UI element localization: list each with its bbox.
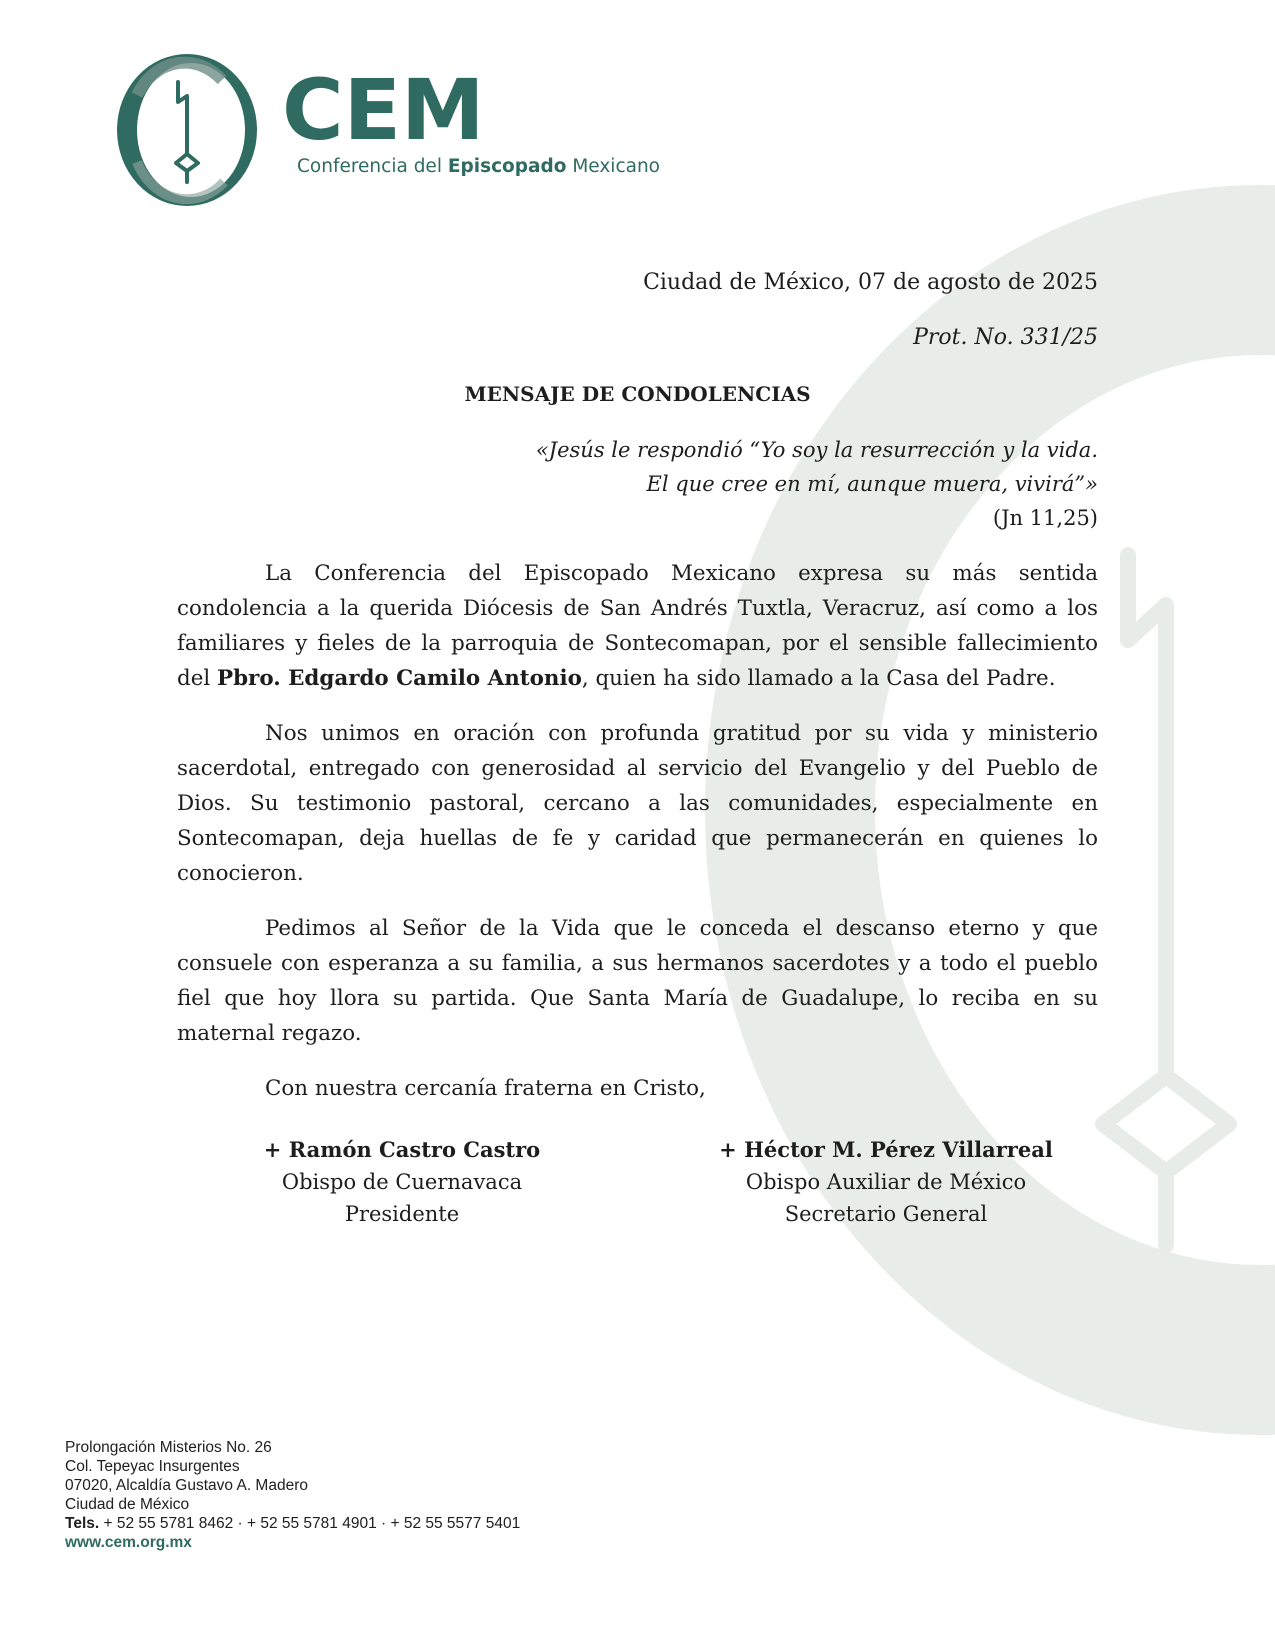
footer-address-line-1: Prolongación Misterios No. 26 (65, 1439, 272, 1456)
scripture-quote (398, 433, 1098, 535)
quote-reference: (Jn 11,25) (992, 506, 1098, 530)
quote-line-2: El que cree en mí, aunque muera, vivirá”» (646, 472, 1098, 496)
date-line: Ciudad de México, 07 de agosto de 2025 (643, 270, 1098, 295)
logo-subtitle-bold: Episcopado (447, 156, 567, 177)
paragraph-2: Nos unimos en oración con profunda gratitud por su vida y ministerio sacerdotal, entregado con generosidad al servicio del Evangelio y del Pueblo de Dios. Su testimonio pastoral, cercano a las comunidades, especialmente en Sontecomapan, deja huellas de fe y caridad que permanecerán en quienes lo conocieron. (177, 721, 1098, 886)
footer-contact (65, 1438, 745, 1552)
logo-subtitle (297, 158, 660, 177)
signature-right-position: Secretario General (784, 1202, 988, 1226)
footer-address-line-4: Ciudad de México (65, 1496, 190, 1513)
logo-subtitle-prefix: Conferencia del (297, 156, 442, 177)
logo-title: CEM (282, 61, 485, 159)
logo-subtitle-suffix: Mexicano (572, 156, 661, 177)
footer-address-line-3: 07020, Alcaldía Gustavo A. Madero (65, 1477, 308, 1494)
document-heading: MENSAJE DE CONDOLENCIAS (464, 382, 811, 406)
signature-right-name: + Héctor M. Pérez Villarreal (719, 1137, 1053, 1162)
footer-website-link[interactable]: www.cem.org.mx (65, 1534, 192, 1551)
footer-phone-numbers: + 52 55 5781 8462 · + 52 55 5781 4901 · + 52 55 5577 5401 (103, 1515, 521, 1532)
signature-left-name: + Ramón Castro Castro (263, 1137, 541, 1162)
footer-phones-label: Tels. (65, 1515, 100, 1532)
quote-line-1: «Jesús le respondió “Yo soy la resurrección y la vida. (535, 438, 1098, 462)
signature-left-role: Obispo de Cuernavaca (281, 1170, 523, 1194)
signature-right-role: Obispo Auxiliar de México (745, 1170, 1027, 1194)
signature-left-position: Presidente (344, 1202, 460, 1226)
footer-phones (65, 1514, 745, 1533)
paragraph-1-text-before: La Conferencia del Episcopado Mexicano expresa su más sentida condolencia a la querida Diócesis de San Andrés Tuxtla, Veracruz, así como a los familiares y fieles de la parroquia de Sontecomapan, por el sensible fallecimiento del (177, 561, 1098, 691)
paragraph-1-bold-name: Pbro. Edgardo Camilo Antonio (217, 666, 582, 691)
paragraph-3: Pedimos al Señor de la Vida que le conceda el descanso eterno y que consuele con esperanza a su familia, a sus hermanos sacerdotes y a todo el pueblo fiel que hoy llora su partida. Que Santa María de Guadalupe, lo reciba en su maternal regazo. (177, 916, 1098, 1046)
closing-line: Con nuestra cercanía fraterna en Cristo, (265, 1076, 706, 1101)
signatures (0, 1134, 1275, 1244)
signature-left (192, 1134, 612, 1230)
letter-body (177, 556, 1098, 1126)
cem-oval-logo-icon (112, 50, 262, 210)
paragraph-1-text-after: , quien ha sido llamado a la Casa del Padre. (581, 666, 1056, 691)
protocol-number: Prot. No. 331/25 (913, 325, 1098, 350)
signature-right (676, 1134, 1096, 1230)
footer-address-line-2: Col. Tepeyac Insurgentes (65, 1458, 240, 1475)
paragraph-1 (177, 556, 1098, 696)
